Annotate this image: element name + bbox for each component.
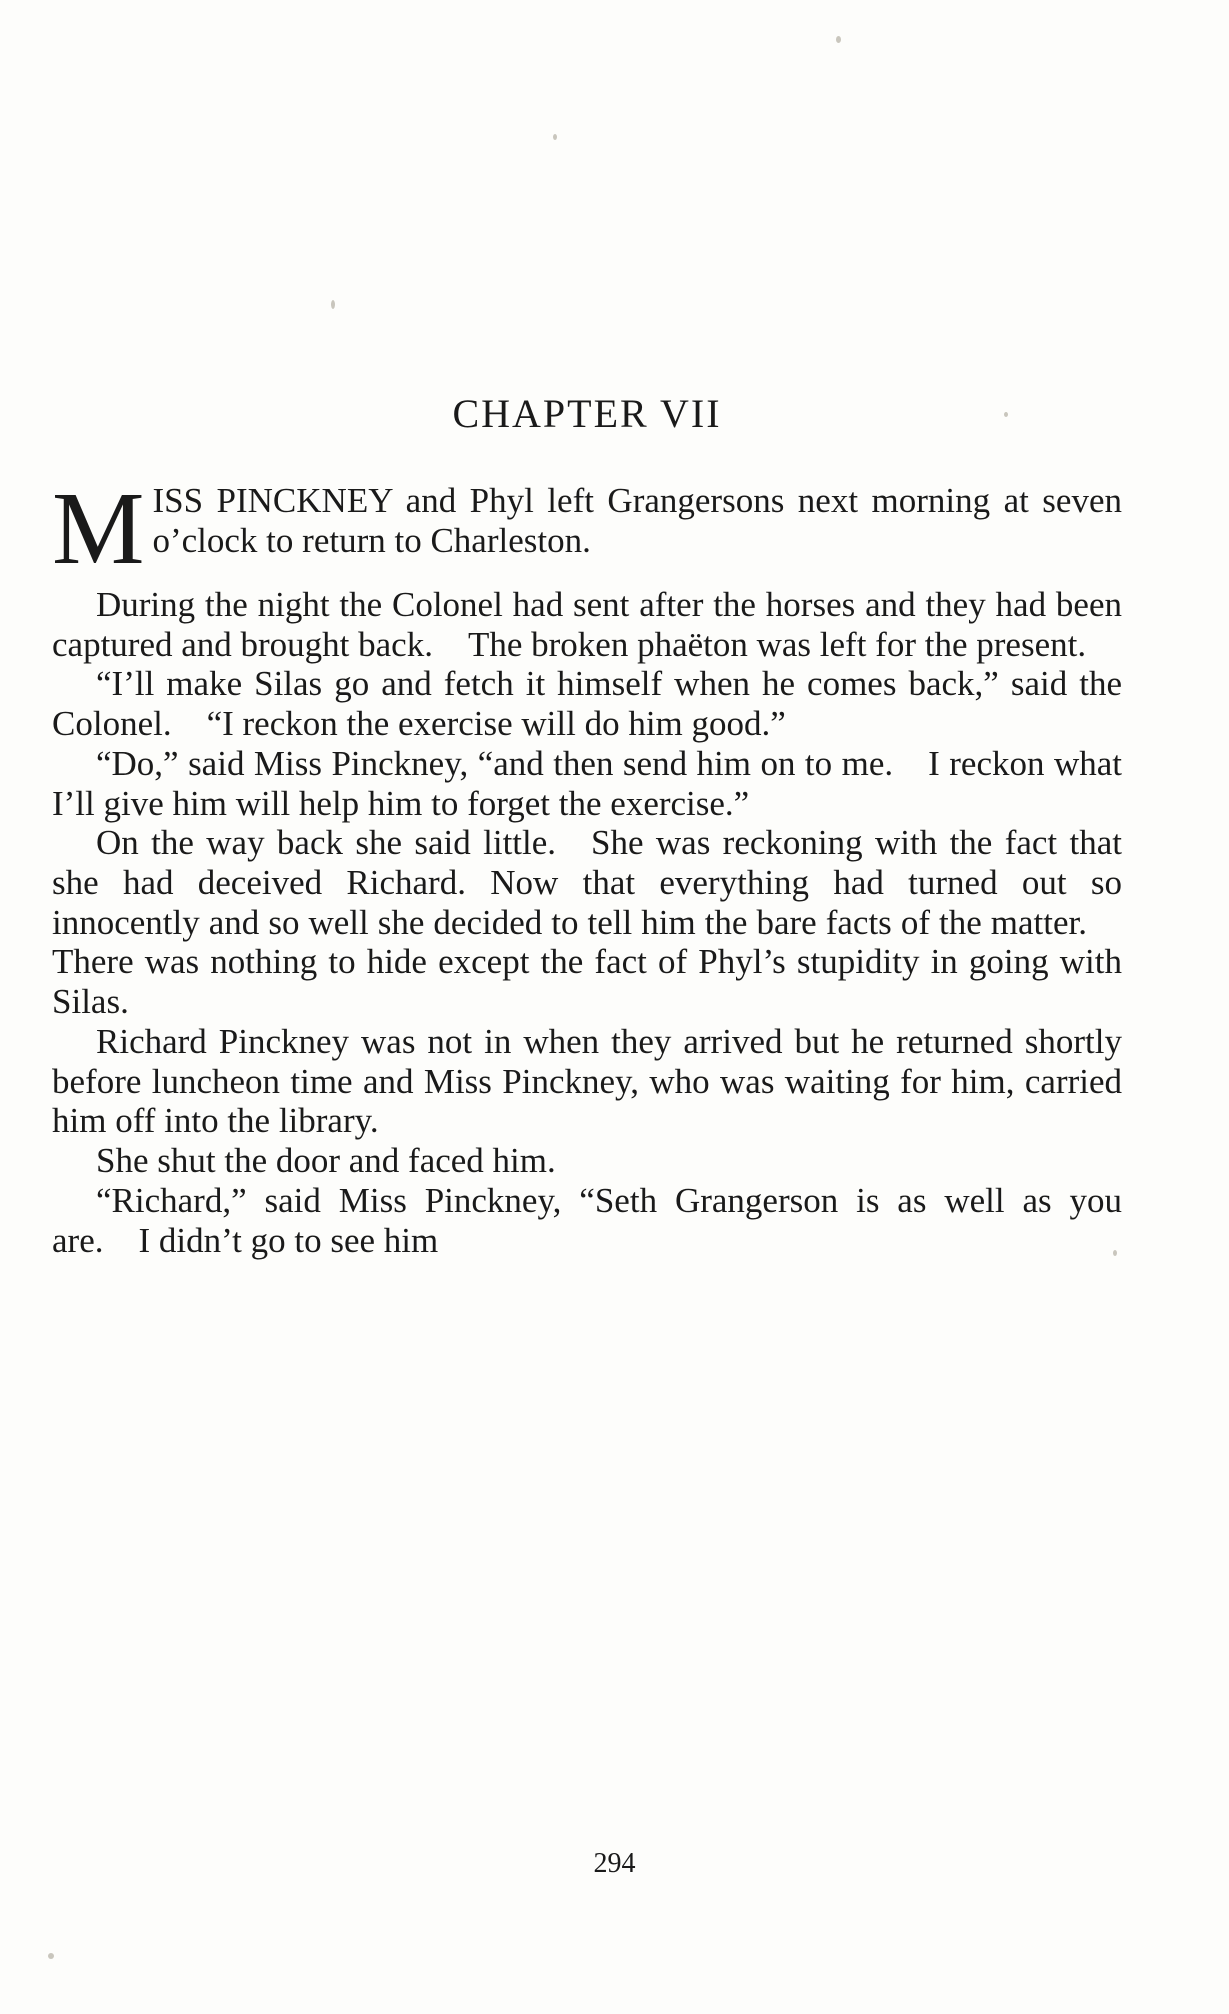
paragraph-3: “I’ll make Silas go and fetch it himself when he comes back,” said the Colonel. “I reckon the exercise will do him good.”	[52, 664, 1122, 744]
page-number: 294	[593, 1848, 636, 1879]
paper-speck	[331, 300, 335, 309]
paragraph-4: “Do,” said Miss Pinckney, “and then send him on to me. I reckon what I’ll give him will help him to forget the exercise.”	[52, 743, 1122, 823]
paper-speck	[48, 1953, 54, 1959]
paper-speck	[836, 36, 841, 43]
paragraph-2: During the night the Colonel had sent after the horses and they had been captured and brought back. The broken phaëton was left for the present.	[52, 585, 1122, 664]
paragraph-6: Richard Pinckney was not in when they arrived but he returned shortly before luncheon time and Miss Pinckney, who was waiting for him, carried him off into the library.	[52, 1021, 1122, 1141]
paragraph-1	[52, 471, 1122, 586]
paragraph-7: She shut the door and faced him.	[96, 1141, 556, 1181]
chapter-heading: CHAPTER VII	[452, 391, 722, 436]
paper-speck	[553, 134, 557, 140]
paragraph-5: On the way back she said little. She was reckoning with the fact that she had deceived Richard. Now that everything had turned out so innocently and so well she decided to tell him the bare facts of the matter. There was nothing to hide except the fact of Phyl’s stupidity in going with Silas.	[52, 823, 1122, 1022]
paragraph-1-text: ISS PINCKNEY and Phyl left Grangersons next morning at seven o’clock to return to Charleston.	[152, 481, 1122, 560]
drop-cap: M	[52, 471, 145, 586]
page-text-block	[52, 390, 1122, 1260]
paragraph-8: “Richard,” said Miss Pinckney, “Seth Grangerson is as well as you are. I didn’t go to see him	[52, 1180, 1122, 1260]
